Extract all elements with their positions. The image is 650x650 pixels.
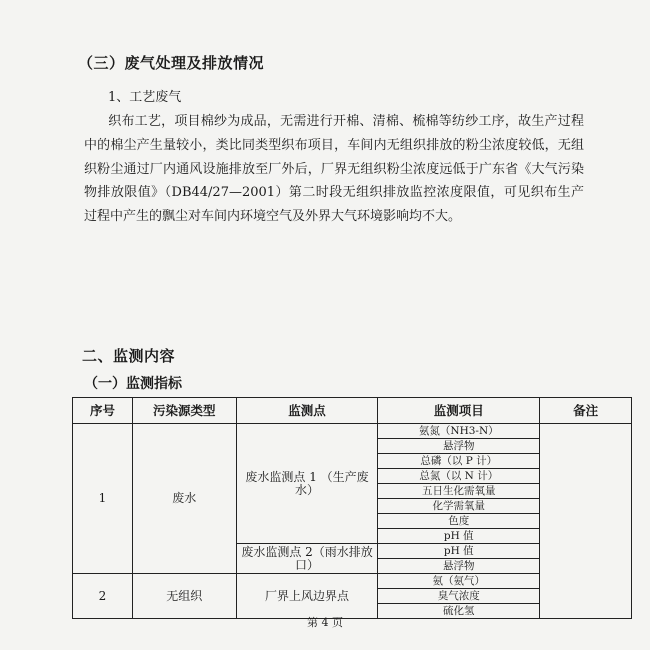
page-number: 第 4 页 xyxy=(307,616,343,629)
monitor-item: pH 值 xyxy=(378,544,540,559)
monitor-item: pH 值 xyxy=(378,529,540,544)
section-2-title: 二、监测内容 xyxy=(82,347,176,365)
table-row xyxy=(73,424,632,439)
monitoring-table xyxy=(72,397,632,619)
group2-point: 厂界上风边界点 xyxy=(236,574,378,619)
table-header-row xyxy=(73,398,632,424)
subsection-1-title: 1、工艺废气 xyxy=(108,90,182,105)
group1-no: 1 xyxy=(73,424,133,574)
header-no: 序号 xyxy=(73,398,133,424)
monitor-item: 氨（氨气） xyxy=(378,574,540,589)
remark-cell xyxy=(540,424,632,619)
monitor-item: 五日生化需氧量 xyxy=(378,484,540,499)
section-3-title: （三）废气处理及排放情况 xyxy=(78,54,265,72)
group1-point1: 废水监测点 1 （生产废水） xyxy=(236,424,378,544)
header-source: 污染源类型 xyxy=(132,398,236,424)
group2-source: 无组织 xyxy=(132,574,236,619)
monitor-item: 色度 xyxy=(378,514,540,529)
group2-no: 2 xyxy=(73,574,133,619)
group1-point2: 废水监测点 2（雨水排放口） xyxy=(236,544,378,574)
header-remark: 备注 xyxy=(540,398,632,424)
monitor-item: 悬浮物 xyxy=(378,439,540,454)
monitor-item: 化学需氧量 xyxy=(378,499,540,514)
monitor-item: 臭气浓度 xyxy=(378,589,540,604)
paragraph-text: 织布工艺，项目棉纱为成品，无需进行开棉、清棉、梳棉等纺纱工序，故生产过程中的棉尘产生量较小，类比同类型织布项目，车间内无组织排放的粉尘浓度较低，无组织粉尘通过厂内通风设施排放至厂外后，厂界无组织粉尘浓度远低于广东省《大气污染物排放限值》（DB44/27—2001）第二时段无组织排放监控浓度限值，可见织布生产过程中产生的飘尘对车间内环境空气及外界大气环境影响均不大。 xyxy=(84,114,584,225)
header-item: 监测项目 xyxy=(378,398,540,424)
monitor-item: 硫化氢 xyxy=(378,604,540,619)
section-2-1-title: （一）监测指标 xyxy=(84,376,182,392)
monitor-item: 氨氮（NH3-N） xyxy=(378,424,540,439)
monitor-item: 总磷（以 P 计） xyxy=(378,454,540,469)
header-point: 监测点 xyxy=(236,398,378,424)
group1-source: 废水 xyxy=(132,424,236,574)
monitor-item: 悬浮物 xyxy=(378,559,540,574)
process-exhaust-paragraph xyxy=(84,110,584,229)
monitor-item: 总氮（以 N 计） xyxy=(378,469,540,484)
